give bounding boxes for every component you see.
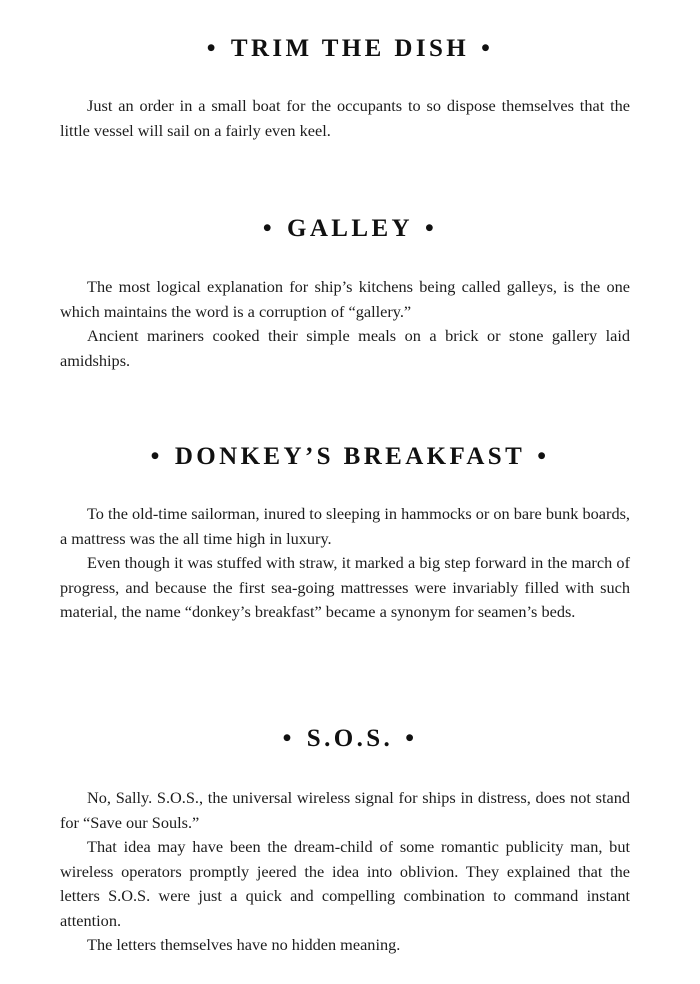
bullet-icon: • <box>424 215 438 242</box>
bullet-icon: • <box>282 725 295 752</box>
bullet-icon: • <box>150 443 163 470</box>
section-body <box>0 786 700 958</box>
paragraph: The letters themselves have no hidden meaning. <box>87 935 401 954</box>
section-heading: • S.O.S. • <box>282 725 418 752</box>
bullet-icon: • <box>481 35 494 62</box>
section-galley <box>0 214 700 373</box>
paragraph: That idea may have been the dream-child of some romantic publicity man, but wireless operators promptly jeered the idea into oblivion. They explained that the letters S.O.S. were just a quick and compelling combination to command instant attention. <box>60 837 630 930</box>
bullet-icon: • <box>405 725 418 752</box>
bullet-icon: • <box>537 443 550 470</box>
section-heading: • GALLEY • <box>262 215 438 242</box>
section-heading: • TRIM THE DISH • <box>206 35 494 62</box>
paragraph: Just an order in a small boat for the occupants to so dispose themselves that the little vessel will sail on a fairly even keel. <box>60 96 630 140</box>
section-body <box>0 502 700 625</box>
paragraph: To the old-time sailorman, inured to sleeping in hammocks or on bare bunk boards, a mattress was the all time high in luxury. <box>60 504 630 548</box>
bullet-icon: • <box>262 215 275 242</box>
section-body <box>0 94 700 143</box>
paragraph: Ancient mariners cooked their simple meals on a brick or stone gallery laid amidships. <box>60 326 630 370</box>
bullet-icon: • <box>206 35 219 62</box>
section-heading: • DONKEY’S BREAKFAST • <box>150 443 550 470</box>
section-sos <box>0 724 700 958</box>
paragraph: Even though it was stuffed with straw, it marked a big step forward in the march of progress, and because the first sea-going mattresses were invariably filled with such material, the name “donkey’s breakfast” became a synonym for seamen’s beds. <box>60 553 630 621</box>
paragraph: The most logical explanation for ship’s kitchens being called galleys, is the one which maintains the word is a corruption of “gallery.” <box>60 277 630 321</box>
paragraph: No, Sally. S.O.S., the universal wireless signal for ships in distress, does not stand for “Save our Souls.” <box>60 788 630 832</box>
section-body <box>0 275 700 373</box>
section-donkeys-breakfast <box>0 442 700 625</box>
section-trim-the-dish <box>0 34 700 143</box>
